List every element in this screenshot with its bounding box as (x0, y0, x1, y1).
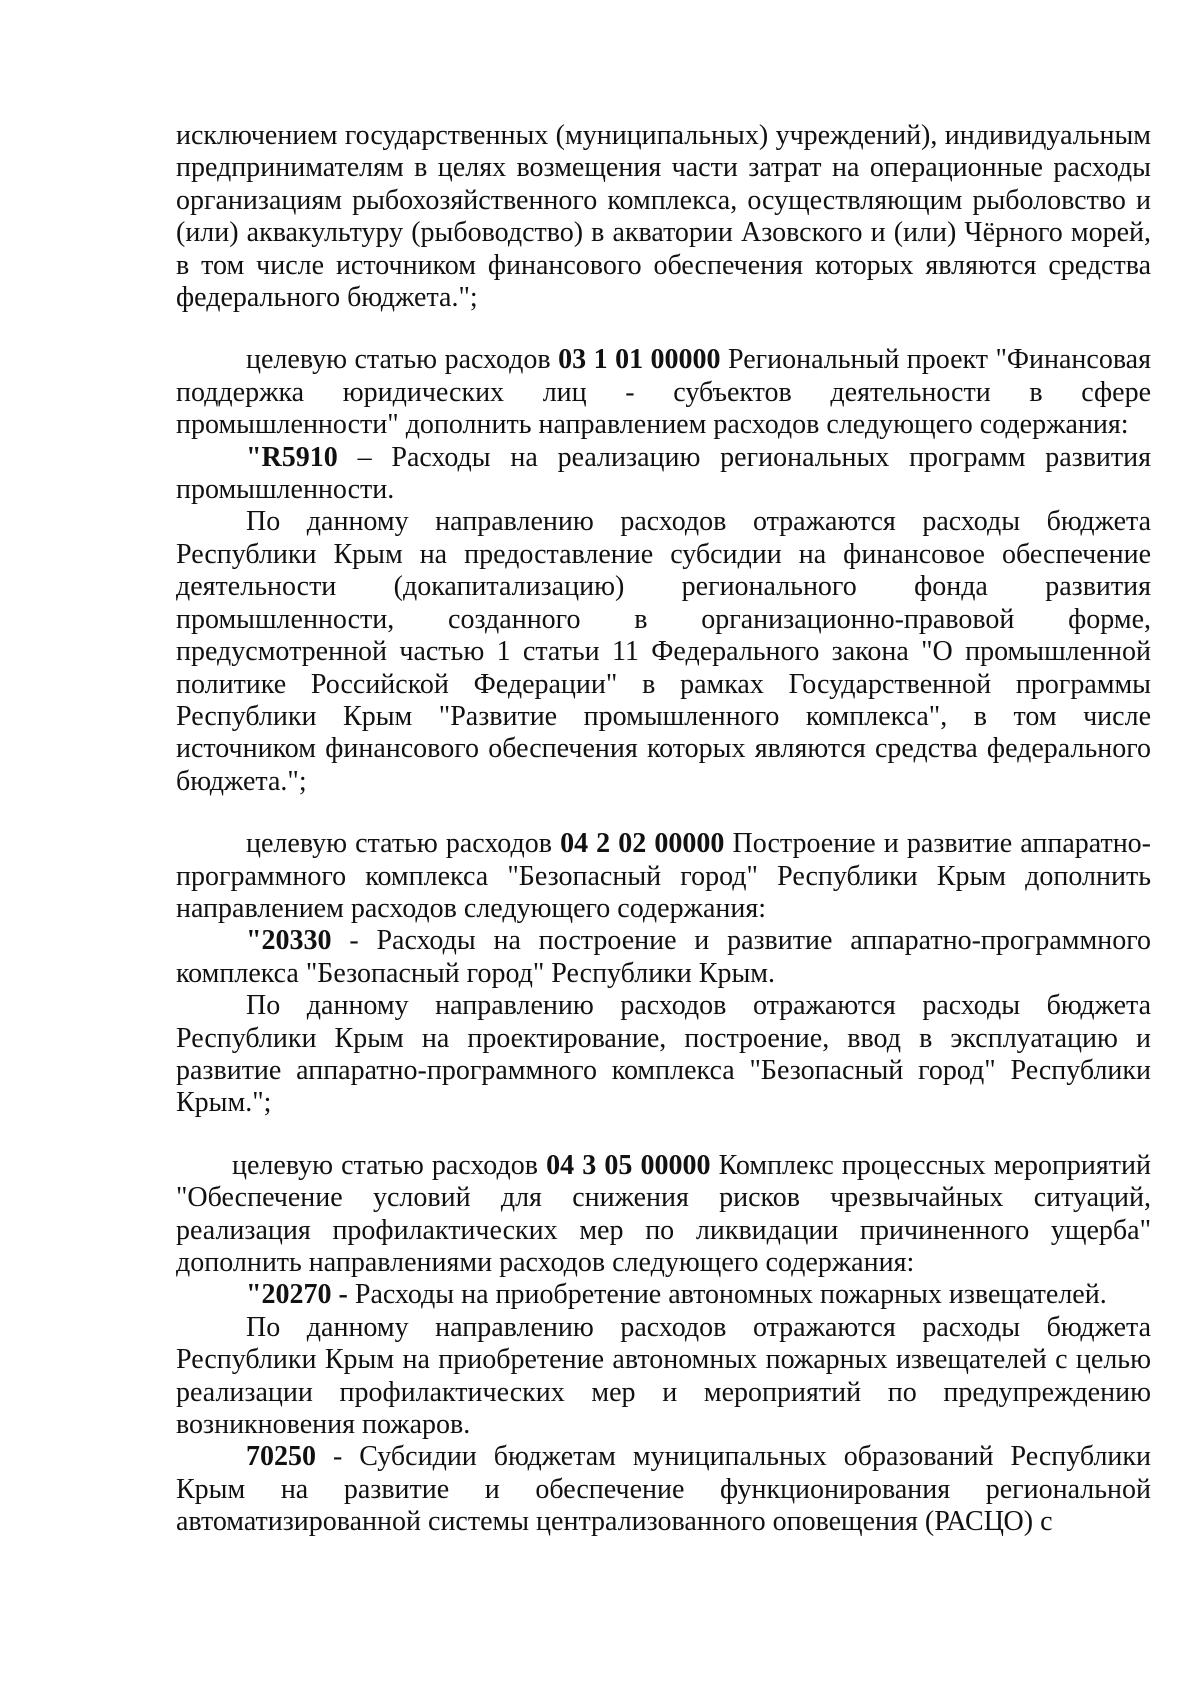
paragraph-text: целевую статью расходов (246, 828, 561, 860)
direction-code: 70250 (246, 1441, 316, 1473)
budget-code: 03 1 01 00000 (558, 344, 721, 376)
paragraph-text: целевую статью расходов (246, 344, 559, 376)
direction-code: "20330 (246, 925, 332, 957)
paragraph-text: Комплекс процессных мероприятий "Обеспечение условий для снижения рисков чрезвычайных ситуаций, реализация профилактических мер по ликвидации причиненного ущерба" дополнить направлениями расходов следующего содержания: (176, 1149, 1151, 1278)
spacer (176, 1120, 1151, 1150)
paragraph-text: Построение и развитие аппаратно-программного комплекса "Безопасный город" Республики Крым дополнить направлением расходов следующего содержания: (176, 828, 1152, 924)
paragraph-direction-20330 (176, 925, 1151, 990)
paragraph-direction-description: По данному направлению расходов отражаются расходы бюджета Республики Крым на проектирование, построение, ввод в эксплуатацию и развитие аппаратно-программного комплекса "Безопасный город" Республики Крым."; (176, 990, 1151, 1119)
paragraph-direction-20270 (176, 1279, 1151, 1311)
document-page (176, 120, 1151, 1539)
paragraph-text: Региональный проект "Финансовая поддержка юридических лиц - субъектов деятельности в сфере промышленности" дополнить направлением расходов следующего содержания: (176, 344, 1151, 441)
spacer (176, 798, 1151, 828)
paragraph-target-article-03 (176, 344, 1151, 441)
paragraph-continuation: исключением государственных (муниципальных) учреждений), индивидуальным предпринимателям в целях возмещения части затрат на операционные расходы организациям рыбохозяйственного комплекса, осуществляющим рыболовство и (или) аквакультуру (рыбоводство) в акватории Азовского и (или) Чёрного морей, в том числе источником финансового обеспечения которых являются средства федерального бюджета."; (176, 120, 1151, 314)
budget-code: 04 3 05 00000 (546, 1149, 711, 1181)
paragraph-direction-description: По данному направлению расходов отражаются расходы бюджета Республики Крым на приобретение автономных пожарных извещателей с целью реализации профилактических мер и мероприятий по предупреждению возникновения пожаров. (176, 1311, 1151, 1441)
paragraph-text: - Субсидии бюджетам муниципальных образований Республики Крым на развитие и обеспечение функционирования региональной автоматизированной системы централизованного оповещения (РАСЦО) с (176, 1441, 1151, 1538)
quote-mark: " (246, 441, 262, 473)
paragraph-target-article-04-3 (176, 1150, 1151, 1280)
paragraph-direction-70250 (176, 1441, 1151, 1538)
paragraph-target-article-04-2 (176, 828, 1151, 925)
paragraph-text: – Расходы на реализацию региональных программ развития промышленности. (176, 441, 1151, 506)
paragraph-direction-r5910 (176, 442, 1151, 507)
paragraph-text: целевую статью расходов (232, 1149, 547, 1181)
spacer (176, 314, 1151, 344)
budget-code: 04 2 02 00000 (560, 828, 725, 860)
paragraph-text: Расходы на приобретение автономных пожарных извещателей. (347, 1279, 1107, 1311)
paragraph-direction-description: По данному направлению расходов отражаются расходы бюджета Республики Крым на предоставление субсидии на финансовое обеспечение деятельности (докапитализацию) регионального фонда развития промышленности, созданного в организационно-правовой форме, предусмотренной частью 1 статьи 11 Федерального закона "О промышленной политике Российской Федерации" в рамках Государственной программы Республики Крым "Развитие промышленного комплекса", в том числе источником финансового обеспечения которых являются средства федерального бюджета."; (176, 506, 1151, 797)
direction-code: "20270 - (246, 1279, 348, 1311)
paragraph-text: - Расходы на построение и развитие аппаратно-программного комплекса "Безопасный город" Республики Крым. (176, 925, 1151, 989)
direction-code: R5910 (261, 441, 338, 473)
